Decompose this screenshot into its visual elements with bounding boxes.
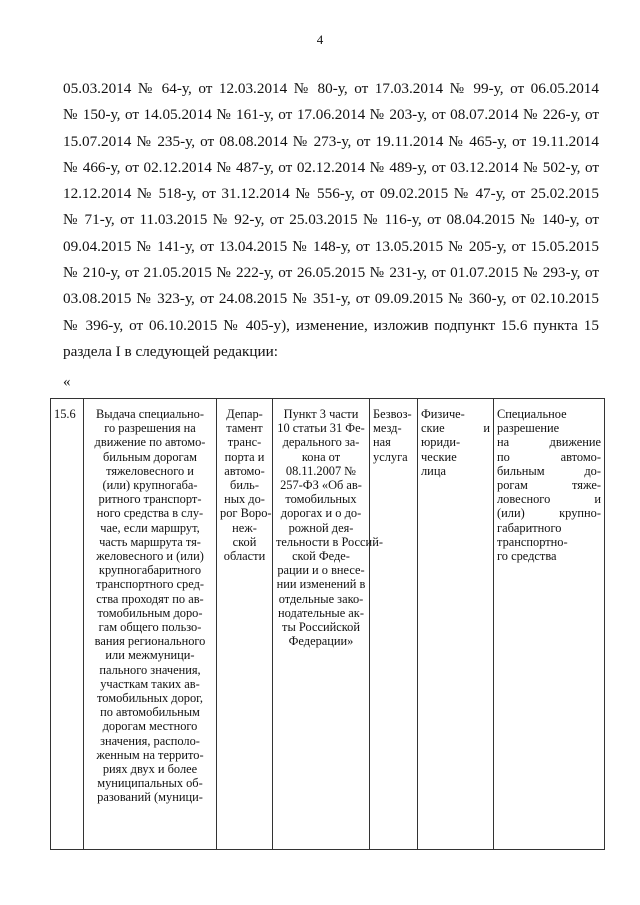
cell-line: транс- <box>227 435 262 450</box>
cell-line: (или) крупногаба- <box>102 478 198 493</box>
cell-line: ная <box>373 435 391 450</box>
cell-line: кона от <box>301 449 341 464</box>
paragraph-line: 05.03.2014 № 64-у, от 12.03.2014 № 80-у, от 17.03.2014 № 99-у, от 06.05.2014 <box>63 80 599 97</box>
cell-line: желовесного и (или) <box>96 549 204 564</box>
cell-line: муниципальных об- <box>97 776 203 791</box>
cell-line: биль- <box>230 478 259 493</box>
cell-line: риях двух и более <box>102 762 198 777</box>
cell-line: порта и <box>224 449 265 464</box>
cell-line: ства проходят по ав- <box>96 591 204 606</box>
cell-line: транспортно- <box>497 534 568 549</box>
paragraph-line: раздела I в следующей редакции: <box>63 342 278 360</box>
cell-line: тельности в Россий- <box>276 534 383 549</box>
cell-line: юриди- <box>421 435 461 450</box>
cell-line: женным на террито- <box>96 747 204 762</box>
cell-line: Физиче- <box>421 407 465 421</box>
cell-line: ской Феде- <box>292 549 350 564</box>
cell-line: ловесного и <box>497 492 601 507</box>
cell-line: бильным дорогам <box>103 449 197 464</box>
cell-line: Безвоз- <box>373 407 412 421</box>
cell-line: вания регионального <box>94 634 206 649</box>
cell-line: ритного транспорт- <box>98 492 202 507</box>
open-quote: « <box>63 374 71 390</box>
table-row <box>51 399 605 850</box>
body-paragraph <box>63 78 599 367</box>
cell-line: тяжеловесного и <box>106 463 194 478</box>
cell-line: разрешение <box>497 421 560 436</box>
cell-line: движение по автомо- <box>94 435 206 450</box>
cell-line: ской <box>232 534 257 549</box>
cell-line: габаритного <box>497 520 562 535</box>
cell-line: томобильных дорог, <box>97 691 203 706</box>
cell-line: чае, если маршрут, <box>100 520 200 535</box>
cell-line: дорогам местного <box>102 719 198 734</box>
cell-line: ты Российской <box>282 620 360 635</box>
services-table <box>50 398 605 850</box>
cell-line: рог Воро- <box>220 506 272 521</box>
cell-line: услуга <box>373 449 408 464</box>
cell-line: гам общего пользо- <box>98 620 202 635</box>
cell-line: тамент <box>226 421 263 436</box>
paragraph-line: 03.08.2015 № 323-у, от 24.08.2015 № 351-у, от 09.09.2015 № 360-у, от 02.10.2015 <box>63 290 599 308</box>
cell-line: неж- <box>232 520 257 535</box>
cell-line: (или) крупно- <box>497 506 601 521</box>
paragraph-line: № 466-у, от 02.12.2014 № 487-у, от 02.12.2014 № 489-у, от 03.12.2014 № 502-у, от <box>63 158 599 176</box>
cell-line: пального значения, <box>99 662 201 677</box>
cell-line: дорогах и о до- <box>280 506 362 521</box>
cell-number: 15.6 <box>51 399 84 850</box>
cell-line: Федерации» <box>288 634 354 649</box>
cell-line: 257-ФЗ «Об ав- <box>280 478 362 493</box>
cell-line: ного средства в слу- <box>96 506 204 521</box>
cell-line: бильным до- <box>497 463 601 478</box>
cell-line: мезд- <box>373 421 402 436</box>
cell-line: Депар- <box>226 407 263 421</box>
cell-line: участкам таких ав- <box>100 676 200 691</box>
cell-line: на движение <box>497 435 601 450</box>
cell-line: го разрешения на <box>104 421 196 436</box>
paragraph-line: 12.12.2014 № 518-у, от 31.12.2014 № 556-у, от 09.02.2015 № 47-у, от 25.02.2015 <box>63 185 599 203</box>
cell-fee <box>370 399 418 850</box>
cell-line: области <box>223 549 266 564</box>
cell-line: по автомобильным <box>100 705 200 720</box>
cell-line: ческие <box>421 449 457 464</box>
cell-line: Специальное <box>497 407 567 421</box>
paragraph-line: 15.07.2014 № 235-у, от 08.08.2014 № 273-у, от 19.11.2014 № 465-у, от 19.11.2014 <box>63 132 599 150</box>
cell-line: ных до- <box>224 492 265 507</box>
cell-line: автомо- <box>224 463 265 478</box>
cell-department <box>217 399 273 850</box>
cell-line: дерального за- <box>282 435 360 450</box>
cell-line: разований (муници- <box>97 790 203 805</box>
cell-line: крупногабаритного <box>98 563 202 578</box>
cell-line: часть маршрута тя- <box>99 534 201 549</box>
cell-line: нии изменений в <box>276 577 366 592</box>
page-number: 4 <box>316 32 324 47</box>
cell-line: ские и <box>421 421 490 436</box>
cell-line: томобильным доро- <box>97 605 203 620</box>
cell-line: рации и о внесе- <box>277 563 365 578</box>
cell-line: рогам тяже- <box>497 478 601 493</box>
cell-line: по автомо- <box>497 449 601 464</box>
cell-line: томобильных <box>285 492 357 507</box>
paragraph-line: № 150-у, от 14.05.2014 № 161-у, от 17.06.2014 № 203-у, от 08.07.2014 № 226-у, от <box>63 106 599 124</box>
cell-line: 08.11.2007 № <box>285 463 357 478</box>
cell-service-name <box>84 399 217 850</box>
paragraph-line: № 396-у, от 06.10.2015 № 405-у), изменение, изложив подпункт 15.6 пункта 15 <box>63 316 599 334</box>
cell-line: или межмуници- <box>105 648 195 663</box>
cell-applicants <box>418 399 494 850</box>
cell-line: 10 статьи 31 Фе- <box>277 421 365 436</box>
paragraph-line: № 71-у, от 11.03.2015 № 92-у, от 25.03.2015 № 116-у, от 08.04.2015 № 140-у, от <box>63 211 599 229</box>
cell-line: Выдача специально- <box>95 407 204 421</box>
paragraph-line: 09.04.2015 № 141-у, от 13.04.2015 № 148-у, от 13.05.2015 № 205-у, от 15.05.2015 <box>63 237 599 255</box>
cell-line: го средства <box>497 549 557 564</box>
paragraph-line: № 210-у, от 21.05.2015 № 222-у, от 26.05.2015 № 231-у, от 01.07.2015 № 293-у, от <box>63 264 599 282</box>
cell-line: отдельные зако- <box>278 591 364 606</box>
cell-line: значения, располо- <box>100 733 200 748</box>
cell-result <box>494 399 605 850</box>
cell-line: рожной дея- <box>288 520 354 535</box>
cell-line: нодательные ак- <box>278 605 364 620</box>
cell-line: транспортного сред- <box>95 577 205 592</box>
cell-line: лица <box>421 463 446 478</box>
cell-line: Пункт 3 части <box>283 407 359 421</box>
